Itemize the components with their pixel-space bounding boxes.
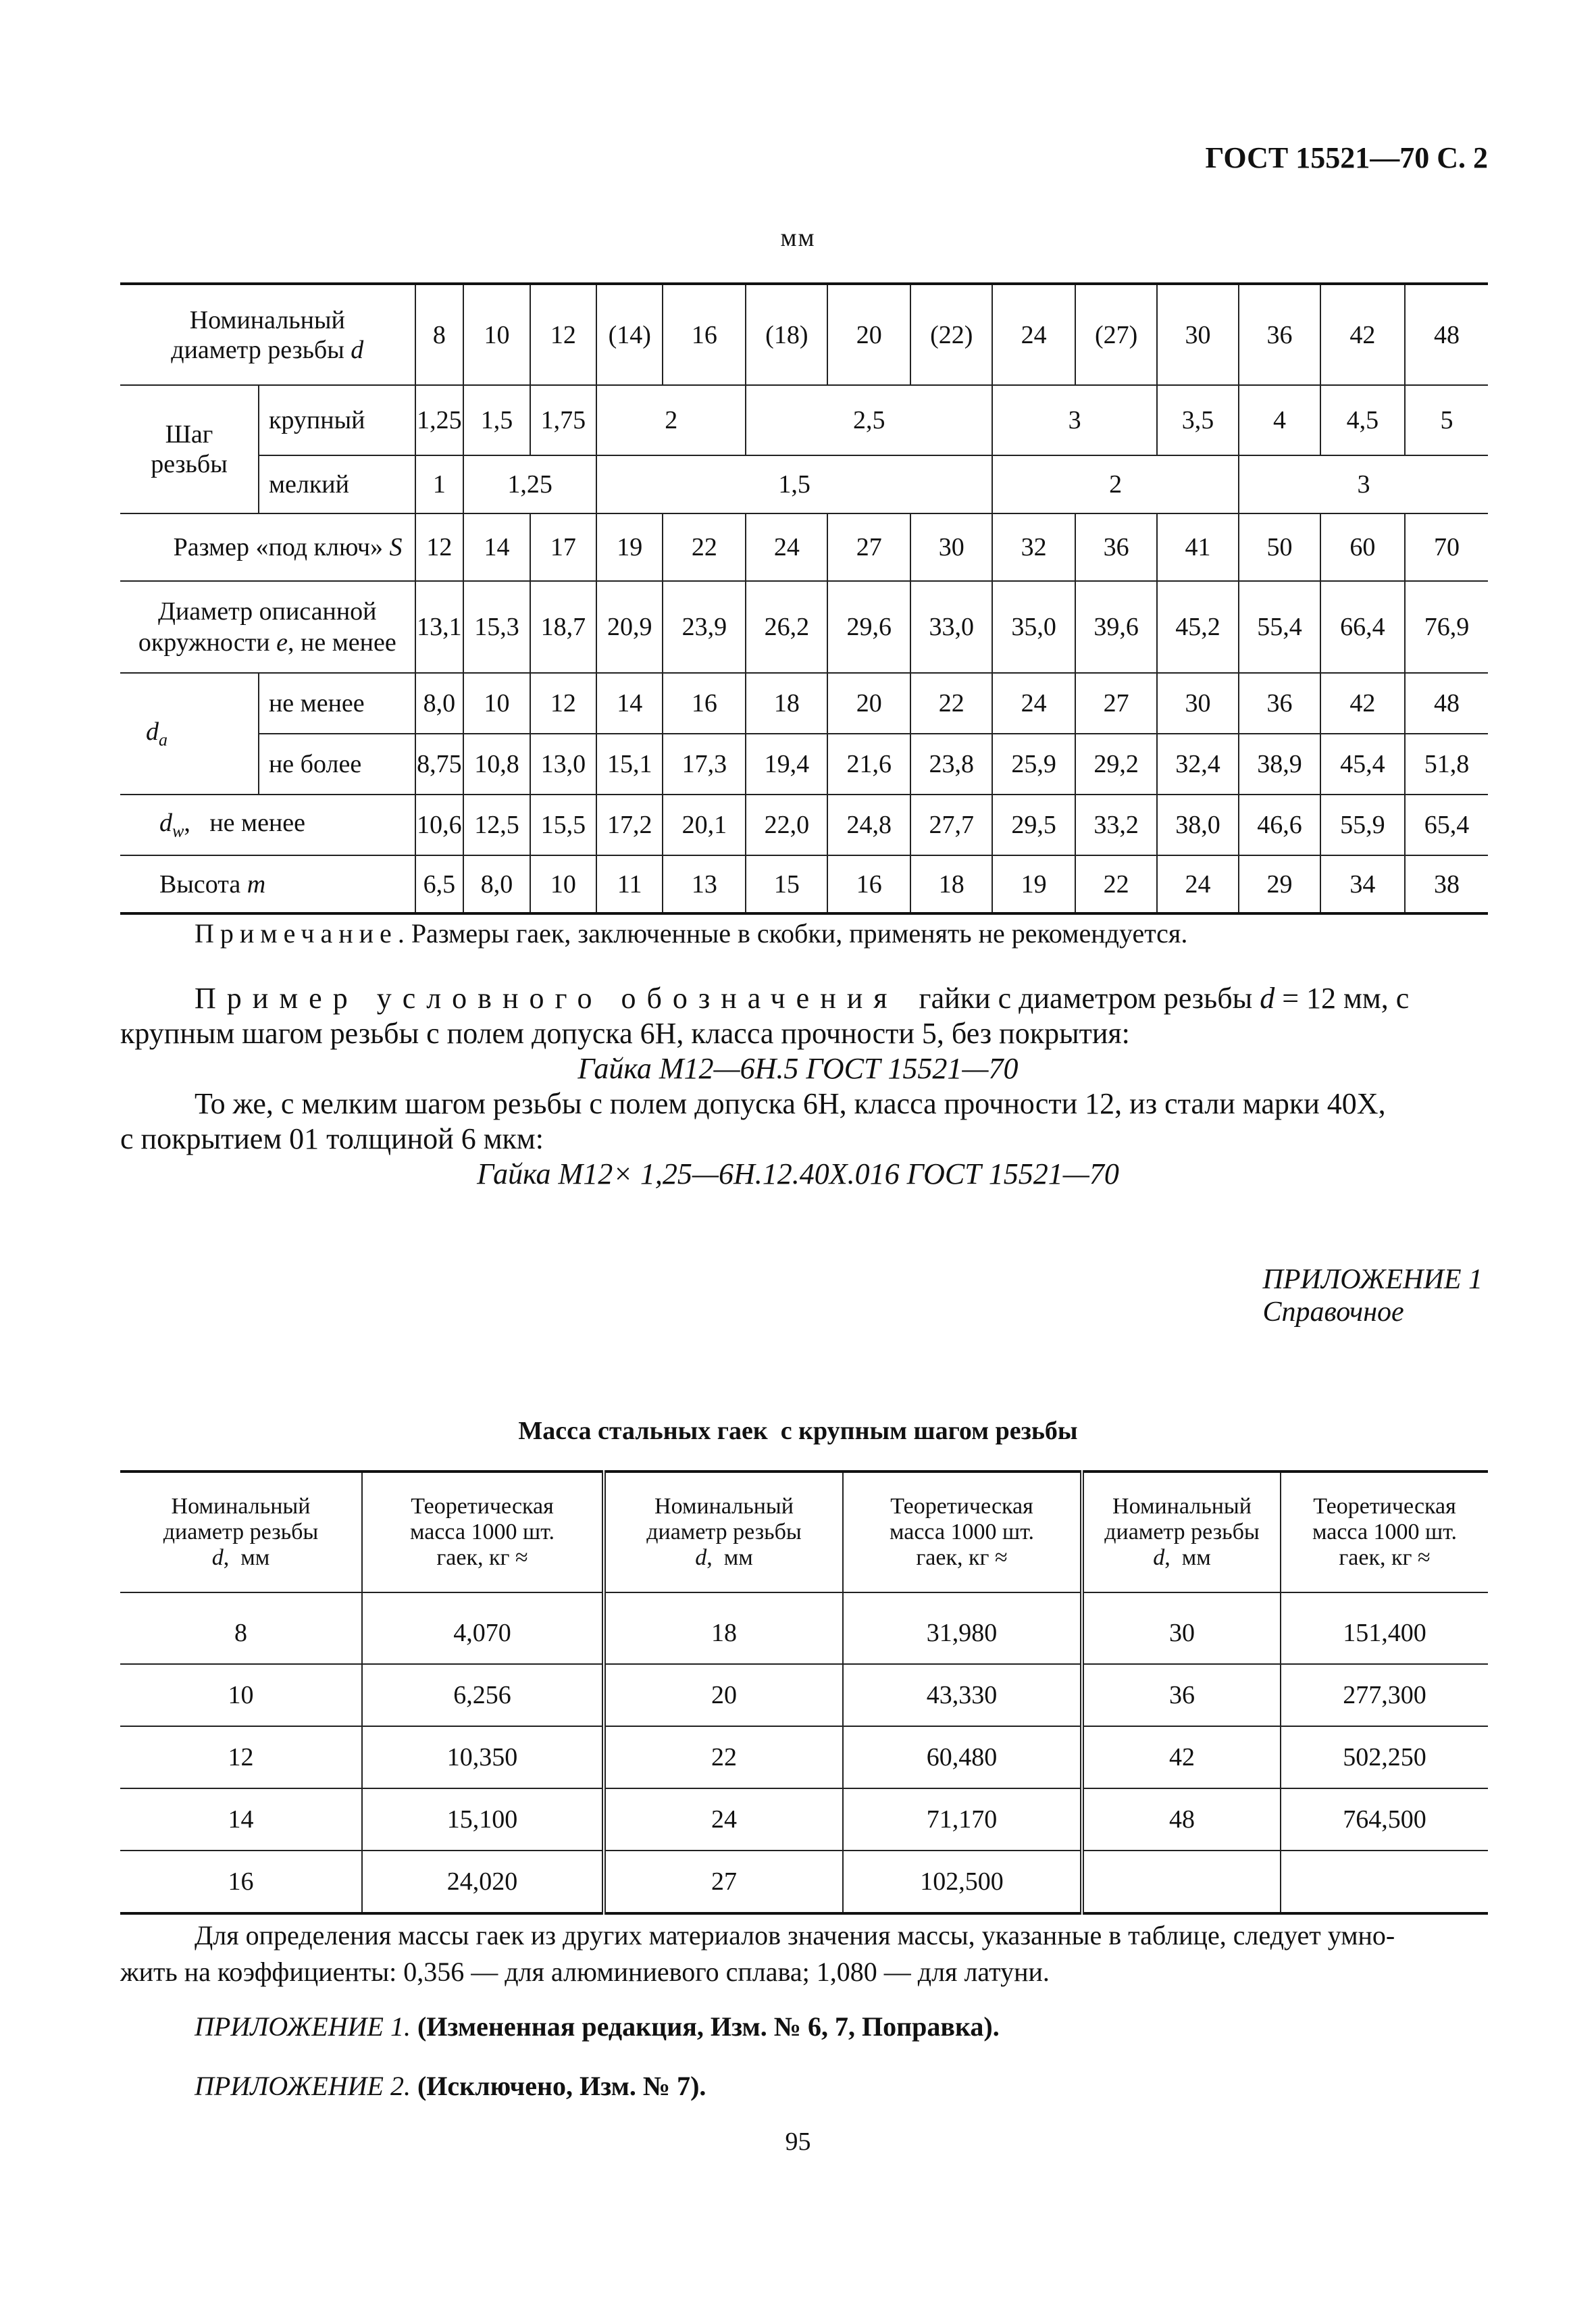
appendix-subtitle: Справочное xyxy=(1262,1297,1404,1328)
height-var: m xyxy=(247,870,266,899)
example-line-3 xyxy=(120,1086,1488,1122)
example-label: Пример условного обозначения xyxy=(195,982,898,1015)
dw-cell: 38,0 xyxy=(1157,795,1239,855)
da-min-cell: 16 xyxy=(663,673,746,734)
diameter-cell: (14) xyxy=(596,284,663,385)
e-cell: 76,9 xyxy=(1405,581,1488,673)
coarse-cell: 1,5 xyxy=(463,385,530,455)
circumscribed-label-3: , не менее xyxy=(288,628,396,657)
cell: 277,300 xyxy=(1281,1664,1488,1726)
dw-cell: 27,7 xyxy=(910,795,992,855)
head-diameter xyxy=(604,1472,843,1592)
coarse-cell: 2 xyxy=(596,385,746,455)
nut-dimensions-table xyxy=(120,282,1488,915)
cell: 502,250 xyxy=(1281,1726,1488,1788)
note-label: Примечание xyxy=(195,918,398,949)
head-diam-unit: , мм xyxy=(223,1545,270,1570)
e-cell: 55,4 xyxy=(1239,581,1320,673)
e-cell: 13,1 xyxy=(415,581,464,673)
example-line-1 xyxy=(120,981,1488,1016)
mass-footnote xyxy=(120,1917,1488,1990)
e-cell: 35,0 xyxy=(992,581,1075,673)
cell: 151,400 xyxy=(1281,1592,1488,1664)
cell: 4,070 xyxy=(362,1592,604,1664)
coarse-cell: 4,5 xyxy=(1320,385,1405,455)
table-row xyxy=(120,1664,1488,1726)
da-min-cell: 42 xyxy=(1320,673,1405,734)
da-var: d xyxy=(146,718,159,747)
cell: 764,500 xyxy=(1281,1788,1488,1851)
da-header xyxy=(120,673,259,795)
circumscribed-label-1: Диаметр описанной xyxy=(158,597,377,626)
da-sub: a xyxy=(159,730,168,750)
head-mass-3: гаек, кг ≈ xyxy=(436,1545,528,1570)
cell: 8 xyxy=(120,1592,362,1664)
cell: 43,330 xyxy=(843,1664,1082,1726)
da-min-cell: 22 xyxy=(910,673,992,734)
cell: 60,480 xyxy=(843,1726,1082,1788)
da-min-cell: 30 xyxy=(1157,673,1239,734)
da-max-cell: 19,4 xyxy=(746,734,827,795)
da-min-label: не менее xyxy=(259,673,415,734)
dw-sub: w xyxy=(172,821,184,841)
da-min-cell: 20 xyxy=(827,673,910,734)
dw-label: , не менее xyxy=(184,809,306,838)
head-mass-1: Теоретическая xyxy=(890,1494,1033,1519)
head-diam-2: диаметр резьбы xyxy=(646,1519,802,1544)
dw-cell: 10,6 xyxy=(415,795,464,855)
diameter-cell: 36 xyxy=(1239,284,1320,385)
coarse-cell: 1,25 xyxy=(415,385,464,455)
cell: 30 xyxy=(1082,1592,1281,1664)
head-diameter xyxy=(1082,1472,1281,1592)
e-cell: 33,0 xyxy=(910,581,992,673)
table-note xyxy=(195,917,1187,949)
mass-table-title: Масса стальных гаек с крупным шагом резьбы xyxy=(518,1417,1078,1445)
da-max-label: не более xyxy=(259,734,415,795)
diameter-cell: 48 xyxy=(1405,284,1488,385)
dw-cell: 55,9 xyxy=(1320,795,1405,855)
example-text: гайки с диаметром резьбы xyxy=(919,982,1253,1015)
cell: 22 xyxy=(604,1726,843,1788)
diameter-var: d xyxy=(351,335,364,364)
cell: 6,256 xyxy=(362,1664,604,1726)
dw-cell: 29,5 xyxy=(992,795,1075,855)
nut-mass-table xyxy=(120,1470,1488,1915)
da-max-cell: 13,0 xyxy=(530,734,596,795)
diameter-cell: (27) xyxy=(1075,284,1157,385)
coarse-cell: 2,5 xyxy=(746,385,992,455)
e-cell: 23,9 xyxy=(663,581,746,673)
circumscribed-var: e xyxy=(276,628,288,657)
wrench-size-header xyxy=(120,513,415,581)
s-cell: 22 xyxy=(663,513,746,581)
head-diam-2: диаметр резьбы xyxy=(163,1519,319,1544)
row-dw xyxy=(120,795,1488,855)
wrench-size-label: Размер «под ключ» xyxy=(173,533,384,561)
s-cell: 50 xyxy=(1239,513,1320,581)
s-cell: 32 xyxy=(992,513,1075,581)
note-text: . Размеры гаек, заключенные в скобки, применять не рекомендуется. xyxy=(397,918,1188,949)
cell: 10,350 xyxy=(362,1726,604,1788)
dw-cell: 24,8 xyxy=(827,795,910,855)
cell: 71,170 xyxy=(843,1788,1082,1851)
designation-1: Гайка М12—6Н.5 ГОСТ 15521—70 xyxy=(577,1052,1019,1085)
m-cell: 6,5 xyxy=(415,855,464,913)
m-cell: 16 xyxy=(827,855,910,913)
example-text-end: = 12 мм, с xyxy=(1282,982,1410,1015)
row-coarse-pitch xyxy=(120,385,1488,455)
units-label: мм xyxy=(780,224,816,252)
appendix1-reference xyxy=(195,2011,1000,2042)
cell: 16 xyxy=(120,1851,362,1913)
cell: 24 xyxy=(604,1788,843,1851)
e-cell: 45,2 xyxy=(1157,581,1239,673)
da-max-cell: 8,75 xyxy=(415,734,464,795)
coarse-cell: 3 xyxy=(992,385,1157,455)
diameter-cell: 8 xyxy=(415,284,464,385)
row-fine-pitch xyxy=(120,455,1488,513)
head-mass xyxy=(843,1472,1082,1592)
cell: 20 xyxy=(604,1664,843,1726)
designation-2: Гайка М12× 1,25—6Н.12.40Х.016 ГОСТ 15521—70 xyxy=(477,1157,1119,1190)
m-cell: 15 xyxy=(746,855,827,913)
m-cell: 24 xyxy=(1157,855,1239,913)
s-cell: 14 xyxy=(463,513,530,581)
circumscribed-label-2: окружности xyxy=(138,628,270,657)
s-cell: 12 xyxy=(415,513,464,581)
da-min-cell: 24 xyxy=(992,673,1075,734)
da-min-cell: 36 xyxy=(1239,673,1320,734)
coarse-cell: 4 xyxy=(1239,385,1320,455)
dw-cell: 65,4 xyxy=(1405,795,1488,855)
ref1-label: ПРИЛОЖЕНИЕ 1. xyxy=(195,2011,411,2042)
head-mass xyxy=(1281,1472,1488,1592)
dw-header xyxy=(120,795,415,855)
table-row xyxy=(120,1851,1488,1913)
table-row xyxy=(120,1788,1488,1851)
cell: 12 xyxy=(120,1726,362,1788)
s-cell: 70 xyxy=(1405,513,1488,581)
diameter-cell: 12 xyxy=(530,284,596,385)
example-line-3-text: То же, с мелким шагом резьбы с полем допуска 6Н, класса прочности 12, из стали марки 40Х, xyxy=(195,1087,1386,1120)
s-cell: 19 xyxy=(596,513,663,581)
ref1-text: (Измененная редакция, Изм. № 6, 7, Поправка). xyxy=(417,2011,1000,2042)
m-cell: 18 xyxy=(910,855,992,913)
fine-cell: 1 xyxy=(415,455,464,513)
m-cell: 8,0 xyxy=(463,855,530,913)
mass-table-header xyxy=(120,1472,1488,1592)
head-mass-2: масса 1000 шт. xyxy=(1312,1519,1458,1544)
diameter-cell: 24 xyxy=(992,284,1075,385)
diameter-cell: 16 xyxy=(663,284,746,385)
m-cell: 13 xyxy=(663,855,746,913)
head-mass-2: масса 1000 шт. xyxy=(889,1519,1035,1544)
head-diam-1: Номинальный xyxy=(171,1494,311,1519)
m-cell: 34 xyxy=(1320,855,1405,913)
e-cell: 15,3 xyxy=(463,581,530,673)
head-diam-var: d xyxy=(1153,1545,1165,1570)
diameter-cell: 30 xyxy=(1157,284,1239,385)
head-diam-2: диаметр резьбы xyxy=(1104,1519,1260,1544)
da-max-cell: 32,4 xyxy=(1157,734,1239,795)
coarse-cell: 3,5 xyxy=(1157,385,1239,455)
m-cell: 29 xyxy=(1239,855,1320,913)
ref2-label: ПРИЛОЖЕНИЕ 2. xyxy=(195,2071,411,2101)
head-diam-1: Номинальный xyxy=(654,1494,794,1519)
da-max-cell: 21,6 xyxy=(827,734,910,795)
row-circumscribed-diameter xyxy=(120,581,1488,673)
da-max-cell: 45,4 xyxy=(1320,734,1405,795)
cell: 27 xyxy=(604,1851,843,1913)
row-diameter xyxy=(120,284,1488,385)
row-da-min xyxy=(120,673,1488,734)
diameter-cell: 20 xyxy=(827,284,910,385)
head-diameter xyxy=(120,1472,362,1592)
diameter-cell: (18) xyxy=(746,284,827,385)
s-cell: 36 xyxy=(1075,513,1157,581)
diameter-label-1: Номинальный xyxy=(189,305,345,334)
fine-cell: 1,25 xyxy=(463,455,596,513)
diameter-cell: 10 xyxy=(463,284,530,385)
e-cell: 66,4 xyxy=(1320,581,1405,673)
s-cell: 17 xyxy=(530,513,596,581)
head-mass xyxy=(362,1472,604,1592)
s-cell: 30 xyxy=(910,513,992,581)
coarse-cell: 5 xyxy=(1405,385,1488,455)
fine-cell: 3 xyxy=(1239,455,1488,513)
appendix-heading xyxy=(1263,1263,1483,1328)
cell: 42 xyxy=(1082,1726,1281,1788)
cell: 102,500 xyxy=(843,1851,1082,1913)
diameter-cell: 42 xyxy=(1320,284,1405,385)
da-min-cell: 12 xyxy=(530,673,596,734)
e-cell: 20,9 xyxy=(596,581,663,673)
row-da-max xyxy=(120,734,1488,795)
pitch-label-1: Шаг xyxy=(165,420,213,449)
height-label: Высота xyxy=(159,870,241,899)
coarse-label: крупный xyxy=(259,385,415,455)
dw-cell: 17,2 xyxy=(596,795,663,855)
fine-cell: 1,5 xyxy=(596,455,992,513)
cell: 18 xyxy=(604,1592,843,1664)
head-diam-var: d xyxy=(695,1545,707,1570)
s-cell: 60 xyxy=(1320,513,1405,581)
e-cell: 18,7 xyxy=(530,581,596,673)
cell: 24,020 xyxy=(362,1851,604,1913)
head-diam-unit: , мм xyxy=(706,1545,753,1570)
fine-cell: 2 xyxy=(992,455,1239,513)
head-mass-3: гаек, кг ≈ xyxy=(916,1545,1008,1570)
e-cell: 26,2 xyxy=(746,581,827,673)
circumscribed-header xyxy=(120,581,415,673)
da-max-cell: 51,8 xyxy=(1405,734,1488,795)
da-max-cell: 29,2 xyxy=(1075,734,1157,795)
cell xyxy=(1082,1851,1281,1913)
s-cell: 27 xyxy=(827,513,910,581)
head-diam-unit: , мм xyxy=(1164,1545,1211,1570)
pitch-header xyxy=(120,385,259,513)
da-max-cell: 25,9 xyxy=(992,734,1075,795)
dw-cell: 22,0 xyxy=(746,795,827,855)
cell xyxy=(1281,1851,1488,1913)
footnote-line-2: жить на коэффициенты: 0,356 — для алюминиевого сплава; 1,080 — для латуни. xyxy=(120,1957,1050,1987)
dw-var: d xyxy=(159,809,172,838)
da-min-cell: 8,0 xyxy=(415,673,464,734)
head-diam-var: d xyxy=(211,1545,224,1570)
head-diam-1: Номинальный xyxy=(1112,1494,1252,1519)
dw-cell: 20,1 xyxy=(663,795,746,855)
coarse-cell: 1,75 xyxy=(530,385,596,455)
example-var: d xyxy=(1260,982,1275,1015)
cell: 31,980 xyxy=(843,1592,1082,1664)
pitch-label-2: резьбы xyxy=(151,450,228,478)
table-row xyxy=(120,1592,1488,1664)
s-cell: 24 xyxy=(746,513,827,581)
diameter-header xyxy=(120,284,415,385)
dw-cell: 33,2 xyxy=(1075,795,1157,855)
row-wrench-size xyxy=(120,513,1488,581)
da-max-cell: 38,9 xyxy=(1239,734,1320,795)
example-line-4: с покрытием 01 толщиной 6 мкм: xyxy=(120,1122,544,1155)
page-number: 95 xyxy=(785,2128,811,2156)
head-mass-2: масса 1000 шт. xyxy=(409,1519,555,1544)
cell: 15,100 xyxy=(362,1788,604,1851)
m-cell: 38 xyxy=(1405,855,1488,913)
da-max-cell: 23,8 xyxy=(910,734,992,795)
head-mass-1: Теоретическая xyxy=(411,1494,554,1519)
da-min-cell: 48 xyxy=(1405,673,1488,734)
cell: 14 xyxy=(120,1788,362,1851)
e-cell: 39,6 xyxy=(1075,581,1157,673)
da-min-cell: 10 xyxy=(463,673,530,734)
wrench-size-var: S xyxy=(389,533,403,561)
da-min-cell: 27 xyxy=(1075,673,1157,734)
da-min-cell: 14 xyxy=(596,673,663,734)
footnote-line-1: Для определения массы гаек из других материалов значения массы, указанные в таблице, следует умно- xyxy=(195,1920,1395,1951)
document-header: ГОСТ 15521—70 С. 2 xyxy=(1205,141,1488,174)
appendix2-reference xyxy=(195,2070,706,2102)
cell: 48 xyxy=(1082,1788,1281,1851)
m-cell: 10 xyxy=(530,855,596,913)
m-cell: 19 xyxy=(992,855,1075,913)
s-cell: 41 xyxy=(1157,513,1239,581)
fine-label: мелкий xyxy=(259,455,415,513)
da-min-cell: 18 xyxy=(746,673,827,734)
table-row xyxy=(120,1726,1488,1788)
row-height xyxy=(120,855,1488,913)
height-header xyxy=(120,855,415,913)
ref2-text: (Исключено, Изм. № 7). xyxy=(417,2071,706,2101)
m-cell: 22 xyxy=(1075,855,1157,913)
dw-cell: 46,6 xyxy=(1239,795,1320,855)
diameter-label-2: диаметр резьбы xyxy=(171,335,344,364)
e-cell: 29,6 xyxy=(827,581,910,673)
dw-cell: 12,5 xyxy=(463,795,530,855)
diameter-cell: (22) xyxy=(910,284,992,385)
example-line-2: крупным шагом резьбы с полем допуска 6Н, класса прочности 5, без покрытия: xyxy=(120,1017,1130,1050)
da-max-cell: 10,8 xyxy=(463,734,530,795)
cell: 10 xyxy=(120,1664,362,1726)
head-mass-3: гаек, кг ≈ xyxy=(1339,1545,1431,1570)
m-cell: 11 xyxy=(596,855,663,913)
dw-cell: 15,5 xyxy=(530,795,596,855)
appendix-title: ПРИЛОЖЕНИЕ 1 xyxy=(1262,1264,1483,1295)
da-max-cell: 17,3 xyxy=(663,734,746,795)
cell: 36 xyxy=(1082,1664,1281,1726)
head-mass-1: Теоретическая xyxy=(1313,1494,1456,1519)
da-max-cell: 15,1 xyxy=(596,734,663,795)
